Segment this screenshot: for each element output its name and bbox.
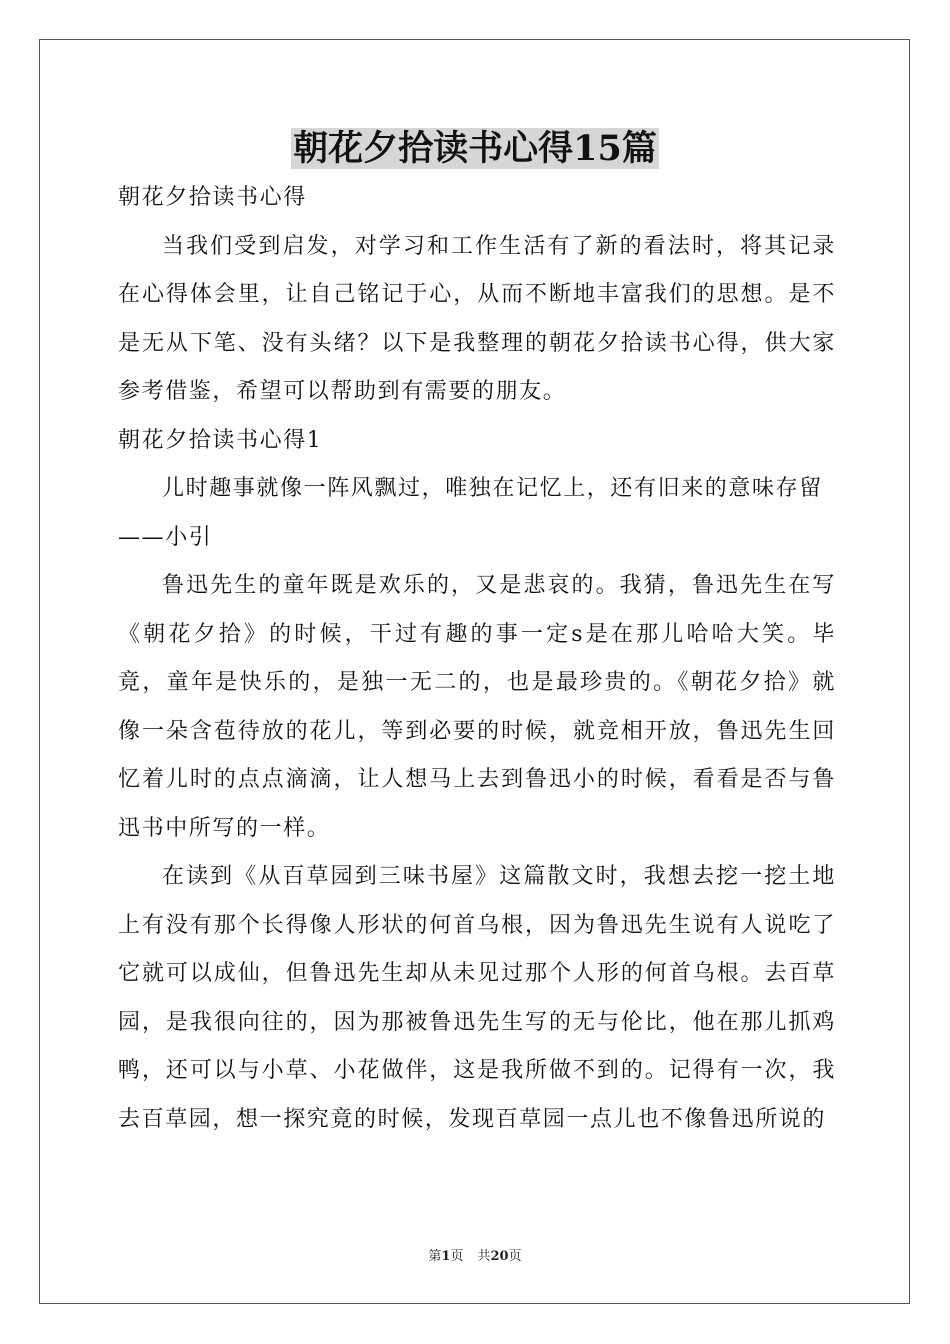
section-heading: 朝花夕拾读书心得	[118, 185, 307, 210]
page-footer	[0, 1249, 950, 1265]
document-title-text: 朝花夕拾读书心得15篇	[293, 128, 657, 169]
paragraph: 当我们受到启发，对学习和工作生活有了新的看法时，将其记录在心得体会里，让自己铭记于心，从而不断地丰富我们的思想。是不是无从下笔、没有头绪？以下是我整理的朝花夕拾读书心得，供大家参考借鉴，希望可以帮助到有需要的朋友。	[118, 233, 836, 404]
page-total: 20	[490, 1249, 509, 1264]
total-prefix: 共	[477, 1249, 491, 1264]
paragraph-continuation: ——小引	[118, 524, 213, 550]
total-suffix: 页	[508, 1249, 522, 1264]
paragraph: 鲁迅先生的童年既是欢乐的，又是悲哀的。我猜，鲁迅先生在写《朝花夕拾》的时候，干过有趣的事一定s是在那儿哈哈大笑。毕竟，童年是快乐的，是独一无二的，也是最珍贵的。《朝花夕拾》就像一朵含苞待放的花儿，等到必要的时候，就竞相开放，鲁迅先生回忆着儿时的点点滴滴，让人想马上去到鲁迅小的时候，看看是否与鲁迅书中所写的一样。	[118, 573, 836, 841]
paragraph: 在读到《从百草园到三味书屋》这篇散文时，我想去挖一挖土地上有没有那个长得像人形状的何首乌根，因为鲁迅先生说有人说吃了它就可以成仙，但鲁迅先生却从未见过那个人形的何首乌根。去百草园，是我很向往的，因为那被鲁迅先生写的无与伦比，他在那儿抓鸡鸭，还可以与小草、小花做伴，这是我所做不到的。记得有一次，我去百草园，想一探究竟的时候，发现百草园一点儿也不像鲁迅所说的	[118, 864, 836, 1132]
document-title	[0, 126, 950, 172]
page-suffix: 页	[450, 1249, 464, 1264]
document-body	[118, 174, 836, 1144]
paragraph: 儿时趣事就像一阵风飘过，唯独在记忆上，还有旧来的意味存留	[162, 476, 823, 501]
section-heading: 朝花夕拾读书心得1	[118, 427, 323, 453]
page-prefix: 第	[428, 1249, 442, 1264]
page-current: 1	[441, 1249, 451, 1264]
